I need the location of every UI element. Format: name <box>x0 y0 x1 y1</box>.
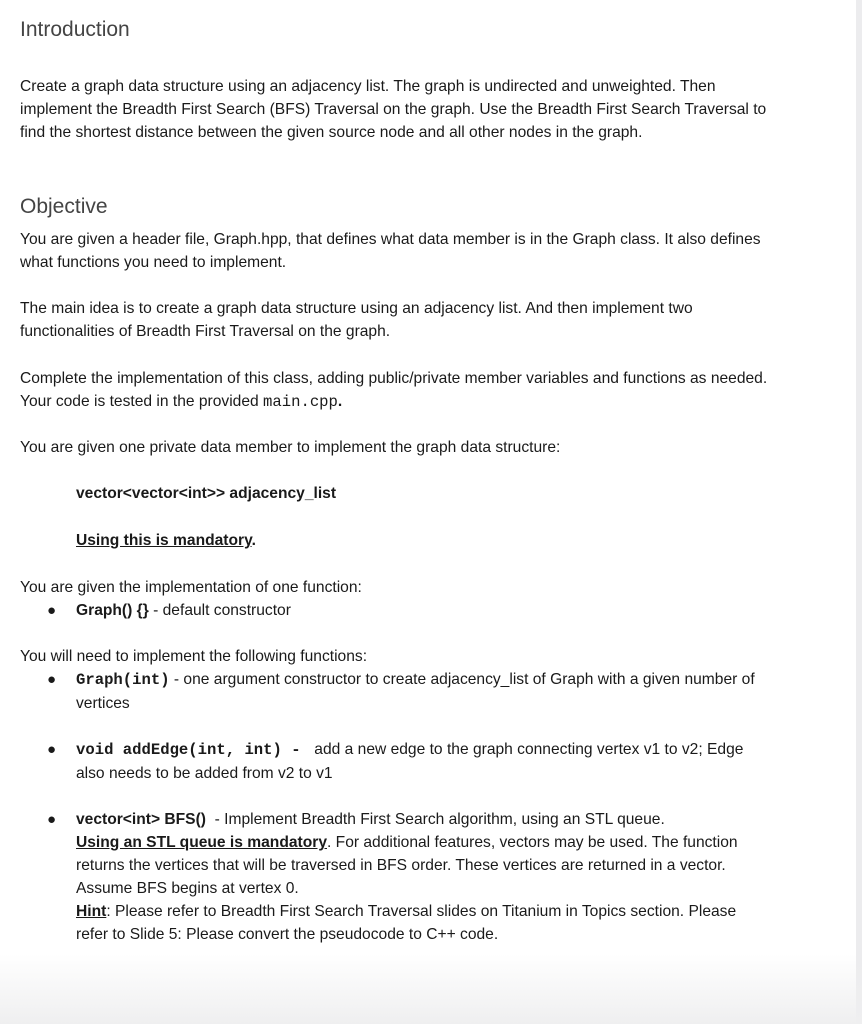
introduction-paragraph: Create a graph data structure using an adjacency list. The graph is undirected and unweighted. Then implement the Breadth First Search (BFS) Traversal on the graph. Use the Breadth First Search Traversal to find the shortest distance between the given source node and all other nodes in the graph. <box>20 78 767 141</box>
mandatory-note <box>76 529 256 552</box>
objective-paragraph-4: You are given one private data member to implement the graph data structure: <box>20 439 561 456</box>
list-item <box>20 738 760 785</box>
implement-functions-list <box>20 668 760 715</box>
function-description-continued: . For additional features, vectors may be used. The function returns the vertices that will be traversed in BFS order. These vertices are returned in a vector. Assume BFS begins at vertex 0. <box>76 834 738 897</box>
hint-label: Hint <box>76 903 107 920</box>
signature-separator: - <box>281 741 310 759</box>
function-signature: void addEdge(int, int) <box>76 741 282 759</box>
list-item <box>20 668 760 715</box>
bullet-icon: ● <box>47 811 57 828</box>
bullet-icon: ● <box>47 602 57 619</box>
function-description: - default constructor <box>148 602 291 619</box>
function-description: - Implement Breadth First Search algorithm, using an STL queue. <box>205 811 665 828</box>
implement-functions-list-3 <box>20 808 770 946</box>
given-implementation-intro: You are given the implementation of one function: <box>20 579 362 596</box>
given-implementation-list <box>20 599 800 622</box>
implement-functions-list-2 <box>20 738 760 785</box>
objective-heading: Objective <box>20 195 108 218</box>
objective-paragraph-2: The main idea is to create a graph data structure using an adjacency list. And then implement two functionalities of Breadth First Traversal on the graph. <box>20 300 693 340</box>
bottom-page-shadow <box>0 954 862 1024</box>
mandatory-note-text: Using this is mandatory <box>76 532 252 549</box>
bullet-icon: ● <box>47 671 57 688</box>
scrollbar-gutter <box>856 0 862 1024</box>
bullet-icon: ● <box>47 741 57 758</box>
function-description: add a new edge to the graph connecting vertex v1 to v2; Edge also needs to be added from v2 to v1 <box>76 741 744 782</box>
stl-queue-mandatory-note: Using an STL queue is mandatory <box>76 834 327 851</box>
data-member-text: vector<vector<int>> adjacency_list <box>76 485 337 502</box>
main-cpp-code: main.cpp <box>263 393 338 411</box>
introduction-heading: Introduction <box>20 18 130 41</box>
mandatory-note-period: . <box>251 532 256 549</box>
function-signature: vector<int> BFS() <box>76 811 206 828</box>
objective-paragraph-3-text: Complete the implementation of this class, adding public/private member variables and functions as needed. Your code is tested in the provided <box>20 370 768 410</box>
objective-paragraph-1: You are given a header file, Graph.hpp, that defines what data member is in the Graph class. It also defines what functions you need to implement. <box>20 231 761 271</box>
function-description: - one argument constructor to create adjacency_list of Graph with a given number of vertices <box>76 671 755 712</box>
list-item <box>20 808 770 946</box>
hint-text: : Please refer to Breadth First Search Traversal slides on Titanium in Topics section. Please refer to Slide 5: Please convert the pseudocode to C++ code. <box>76 903 737 943</box>
function-signature: Graph(int) <box>76 671 170 689</box>
data-member-declaration <box>76 482 336 505</box>
objective-paragraph-3 <box>20 367 780 414</box>
implement-functions-intro: You will need to implement the following functions: <box>20 648 368 665</box>
list-item <box>20 599 800 622</box>
function-signature: Graph() {} <box>76 602 149 619</box>
objective-paragraph-3-period: . <box>337 393 343 410</box>
